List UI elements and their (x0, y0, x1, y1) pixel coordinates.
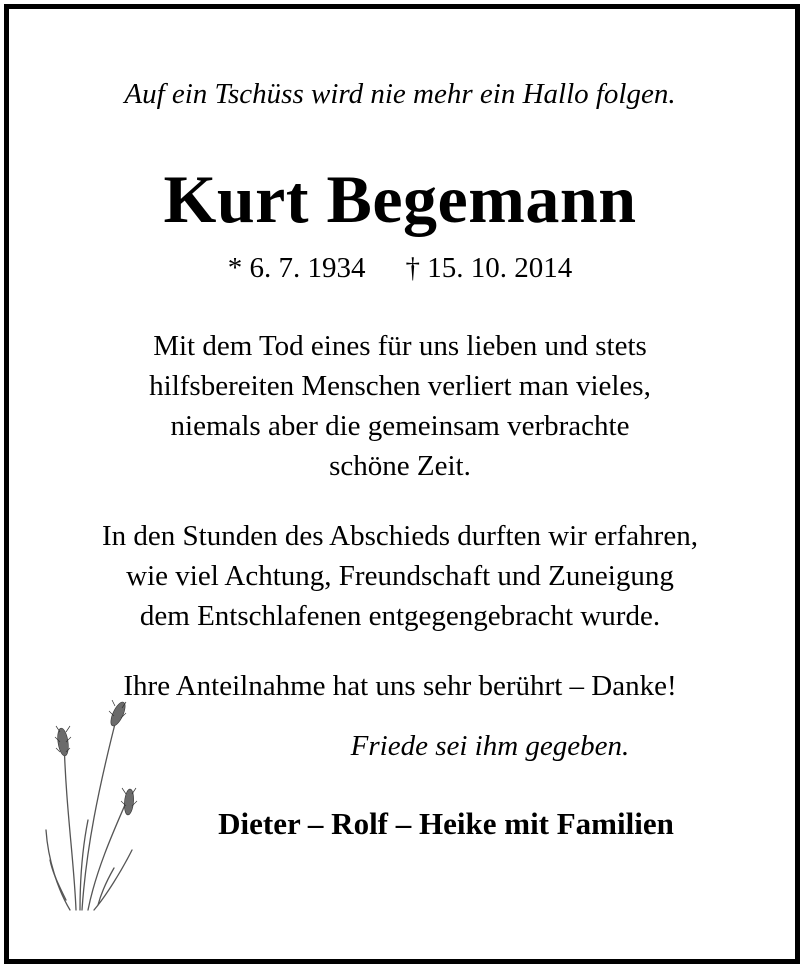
life-dates (0, 252, 800, 285)
closing-line: Friede sei ihm gegeben. (350, 730, 630, 762)
paragraph-line: dem Entschlafenen entgegengebracht wurde. (139, 600, 661, 632)
condolence-paragraph (0, 326, 800, 486)
thanks-line: Ihre Anteilnahme hat uns sehr berührt – Danke! (123, 670, 677, 702)
death-date: † 15. 10. 2014 (405, 252, 573, 284)
paragraph-line: niemals aber die gemeinsam verbrachte (170, 410, 630, 442)
birth-date: * 6. 7. 1934 (227, 252, 366, 284)
paragraph-line: Mit dem Tod eines für uns lieben und stets (153, 330, 647, 362)
gratitude-paragraph (0, 516, 800, 636)
paragraph-line: In den Stunden des Abschieds durften wir erfahren, (102, 520, 698, 552)
paragraph-line: schöne Zeit. (329, 450, 471, 482)
paragraph-line: hilfsbereiten Menschen verliert man vieles, (149, 370, 651, 402)
motto: Auf ein Tschüss wird nie mehr ein Hallo folgen. (124, 78, 676, 110)
paragraph-line: wie viel Achtung, Freundschaft und Zuneigung (126, 560, 674, 592)
signers: Dieter – Rolf – Heike mit Familien (218, 806, 674, 841)
deceased-name: Kurt Begemann (163, 161, 637, 237)
